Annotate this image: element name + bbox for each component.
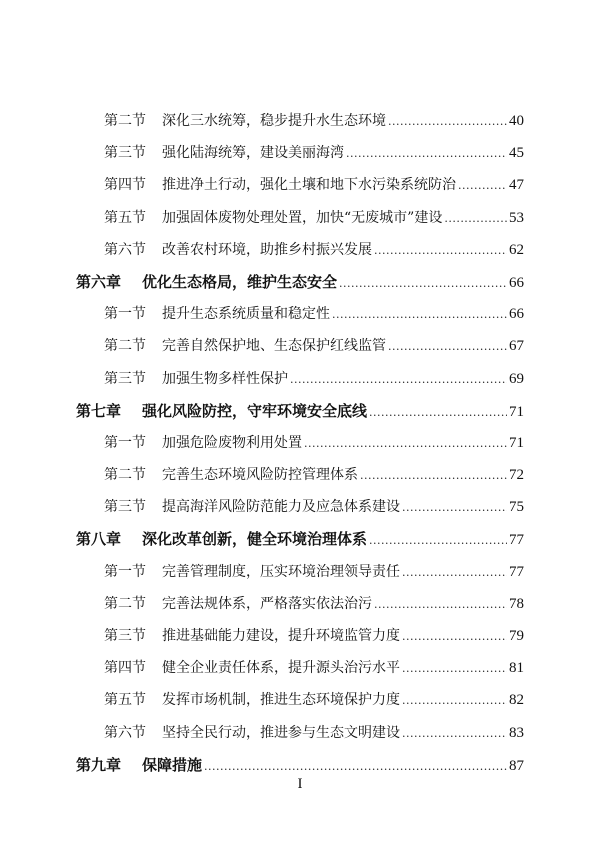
dot-leader [402,685,507,717]
toc-entry-page: 71 [509,403,524,420]
toc-entry-page: 47 [509,177,524,194]
toc-entry-title: 强化风险防控，守牢环境安全底线 [142,401,368,420]
toc-section-entry[interactable] [0,234,600,266]
toc-section-entry[interactable] [0,459,600,491]
toc-entry-page: 66 [509,274,524,291]
toc-entry-number: 第一节 [104,563,146,580]
toc-entry-title: 加强危险废物利用处置 [162,434,302,451]
toc-section-entry[interactable] [0,588,600,620]
toc-entry-title: 完善生态环境风险防控管理体系 [162,467,358,484]
dot-leader [388,331,507,363]
toc-section-entry[interactable] [0,620,600,652]
toc-entry-number: 第二节 [104,467,146,484]
toc-entry-number: 第一节 [104,306,146,323]
dot-leader [402,557,507,589]
toc-entry-number: 第二节 [104,595,146,612]
toc-entry-title: 完善自然保护地、生态保护红线监管 [162,338,386,355]
toc-entry-title: 深化改革创新，健全环境治理体系 [142,530,368,549]
toc-entry-page: 83 [509,724,524,741]
toc-entry-page: 77 [509,563,524,580]
toc-entry-page: 75 [509,499,524,516]
dot-leader [402,653,507,685]
toc-section-entry[interactable] [0,202,600,234]
toc-entry-page: 82 [509,692,524,709]
page-number-footer: I [297,776,303,792]
toc-entry-page: 79 [509,628,524,644]
toc-entry-number: 第四节 [104,177,146,194]
toc-section-entry[interactable] [0,330,600,362]
toc-entry-page: 87 [509,757,524,774]
toc-entry-title: 优化生态格局，维护生态安全 [142,272,338,291]
toc-entry-number: 第四节 [104,660,146,677]
toc-section-entry[interactable] [0,298,600,330]
toc-entry-number: 第三节 [104,499,146,516]
dot-leader [388,106,507,138]
toc-entry-title: 加强生物多样性保护 [162,370,288,387]
toc-section-entry[interactable] [0,427,600,459]
toc-entry-number: 第二节 [104,113,146,129]
dot-leader [346,138,507,170]
toc-entry-page: 67 [509,338,524,355]
toc-entry-title: 保障措施 [142,755,203,774]
dot-leader [374,589,507,621]
dot-leader [369,525,507,557]
toc-section-entry[interactable] [0,105,600,137]
toc-entry-number: 第七章 [76,401,122,420]
dot-leader [374,235,507,267]
toc-entry-number: 第三节 [104,628,146,644]
table-of-contents [0,105,600,781]
dot-leader [304,428,507,460]
toc-entry-title: 发挥市场机制，推进生态环境保护力度 [162,692,400,709]
toc-entry-title: 加强固体废物处理处置，加快“无废城市”建设 [162,209,443,226]
toc-entry-page: 78 [509,595,524,612]
toc-entry-title: 推进基础能力建设，提升环境监管力度 [162,628,400,644]
toc-entry-page: 40 [509,113,524,129]
dot-leader [360,460,507,492]
toc-chapter-entry[interactable] [0,395,600,427]
toc-section-entry[interactable] [0,684,600,716]
toc-entry-page: 53 [509,209,524,226]
dot-leader [402,718,507,750]
dot-leader [290,364,507,396]
toc-entry-page: 71 [509,434,524,451]
toc-section-entry[interactable] [0,137,600,169]
toc-entry-page: 77 [509,532,524,549]
toc-section-entry[interactable] [0,717,600,749]
dot-leader [444,203,507,235]
dot-leader [402,492,507,524]
toc-entry-title: 健全企业责任体系，提升源头治污水平 [162,660,400,677]
toc-section-entry[interactable] [0,556,600,588]
toc-entry-title: 深化三水统筹，稳步提升水生态环境 [162,113,386,129]
toc-section-entry[interactable] [0,491,600,523]
dot-leader [369,397,507,429]
toc-entry-page: 81 [509,660,524,677]
toc-entry-number: 第九章 [76,755,122,774]
toc-entry-number: 第六章 [76,272,122,291]
dot-leader [402,621,507,653]
toc-entry-title: 完善法规体系，严格落实依法治污 [162,595,372,612]
toc-entry-number: 第五节 [104,692,146,709]
toc-entry-title: 推进净土行动，强化土壤和地下水污染系统防治 [162,177,456,194]
toc-entry-title: 改善农村环境，助推乡村振兴发展 [162,241,372,258]
toc-entry-page: 45 [509,145,524,162]
toc-section-entry[interactable] [0,363,600,395]
dot-leader [339,268,507,300]
toc-entry-page: 66 [509,306,524,323]
toc-entry-number: 第五节 [104,209,146,226]
toc-entry-page: 72 [509,467,524,484]
toc-section-entry[interactable] [0,652,600,684]
toc-chapter-entry[interactable] [0,266,600,298]
toc-entry-title: 提高海洋风险防范能力及应急体系建设 [162,499,400,516]
toc-entry-number: 第三节 [104,145,146,162]
toc-entry-number: 第六节 [104,724,146,741]
dot-leader [332,299,507,331]
toc-entry-title: 坚持全民行动，推进参与生态文明建设 [162,724,400,741]
toc-entry-number: 第三节 [104,370,146,387]
toc-entry-number: 第二节 [104,338,146,355]
toc-entry-title: 提升生态系统质量和稳定性 [162,306,330,323]
toc-chapter-entry[interactable] [0,523,600,555]
toc-entry-title: 完善管理制度，压实环境治理领导责任 [162,563,400,580]
toc-entry-number: 第六节 [104,241,146,258]
toc-entry-number: 第一节 [104,434,146,451]
toc-entry-number: 第八章 [76,530,122,549]
toc-entry-title: 强化陆海统筹，建设美丽海湾 [162,145,344,162]
toc-entry-page: 69 [509,370,524,387]
toc-entry-page: 62 [509,241,524,258]
toc-section-entry[interactable] [0,169,600,201]
dot-leader [458,170,507,202]
